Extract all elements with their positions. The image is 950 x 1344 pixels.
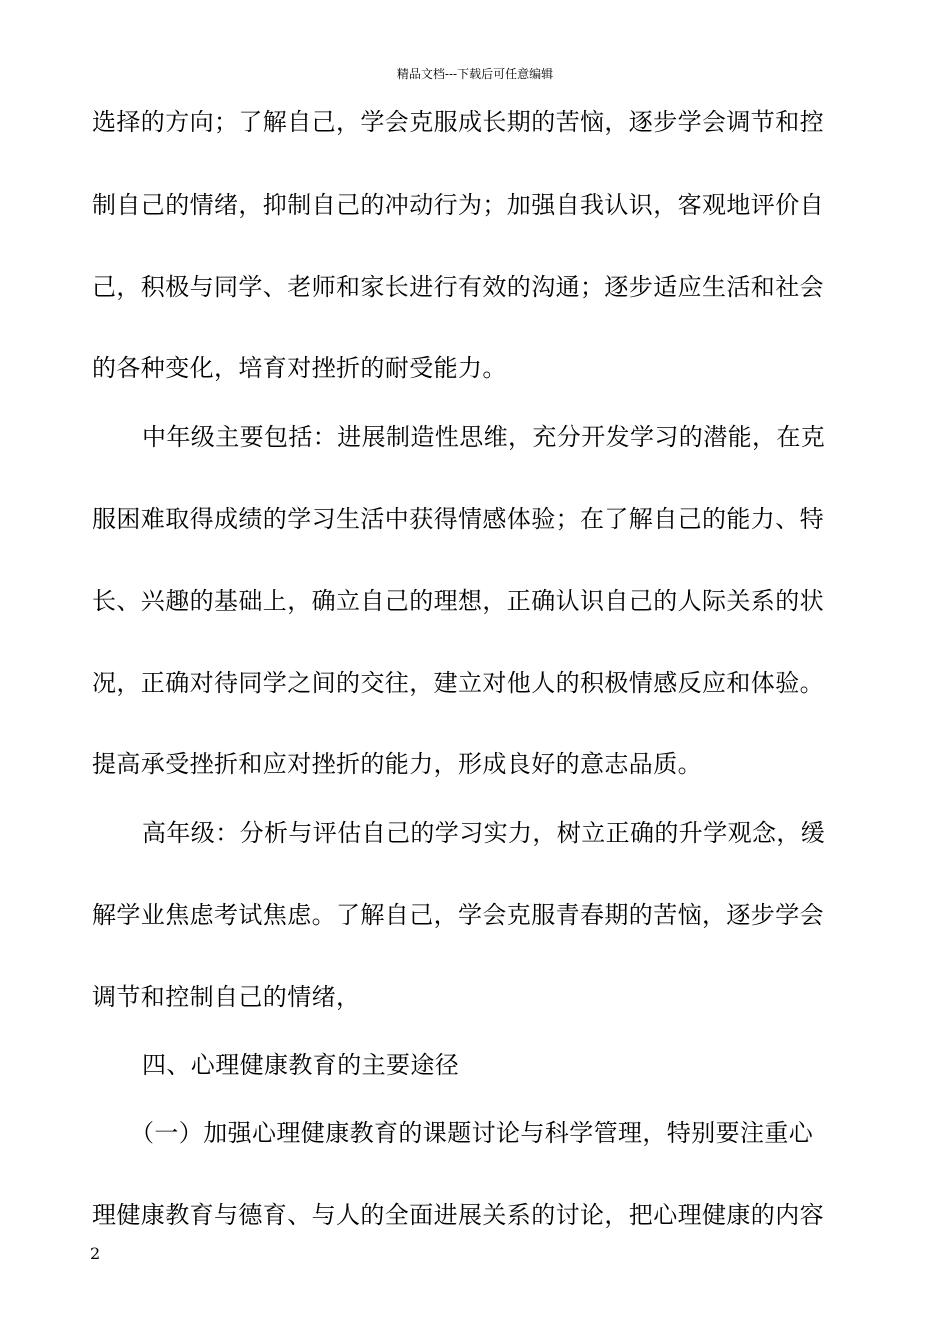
text-line-6: 服困难取得成绩的学习生活中获得情感体验；在了解自己的能力、特 [92, 505, 824, 533]
text-line-2: 制自己的情绪，抑制自己的冲动行为；加强自我认识，客观地评价自 [92, 191, 824, 219]
text-line-11: 解学业焦虑考试焦虑。了解自己，学会克服青春期的苦恼，逐步学会 [92, 901, 824, 929]
page-header: 精品文档---下载后可任意编辑 [396, 67, 554, 81]
text-line-14: （一）加强心理健康教育的课题讨论与科学管理，特别要注重心 [130, 1119, 814, 1147]
section-heading: 四、心理健康教育的主要途径 [142, 1051, 460, 1079]
text-line-3: 己，积极与同学、老师和家长进行有效的沟通；逐步适应生活和社会 [92, 273, 824, 301]
text-line-1: 选择的方向；了解自己，学会克服成长期的苦恼，逐步学会调节和控 [92, 108, 824, 136]
text-line-5: 中年级主要包括：进展制造性思维，充分开发学习的潜能，在克 [142, 423, 826, 451]
text-line-8: 况，正确对待同学之间的交往，建立对他人的积极情感反应和体验。 [92, 669, 824, 697]
text-line-12: 调节和控制自己的情绪， [92, 983, 361, 1011]
text-line-4: 的各种变化，培育对挫折的耐受能力。 [92, 354, 507, 382]
text-line-10: 高年级：分析与评估自己的学习实力，树立正确的升学观念，缓 [142, 819, 826, 847]
text-line-9: 提高承受挫折和应对挫折的能力，形成良好的意志品质。 [92, 750, 702, 778]
text-line-7: 长、兴趣的基础上，确立自己的理想，正确认识自己的人际关系的状 [92, 587, 824, 615]
page-number: 2 [90, 1244, 101, 1263]
text-line-15: 理健康教育与德育、与人的全面进展关系的讨论，把心理健康的内容 [92, 1201, 824, 1229]
